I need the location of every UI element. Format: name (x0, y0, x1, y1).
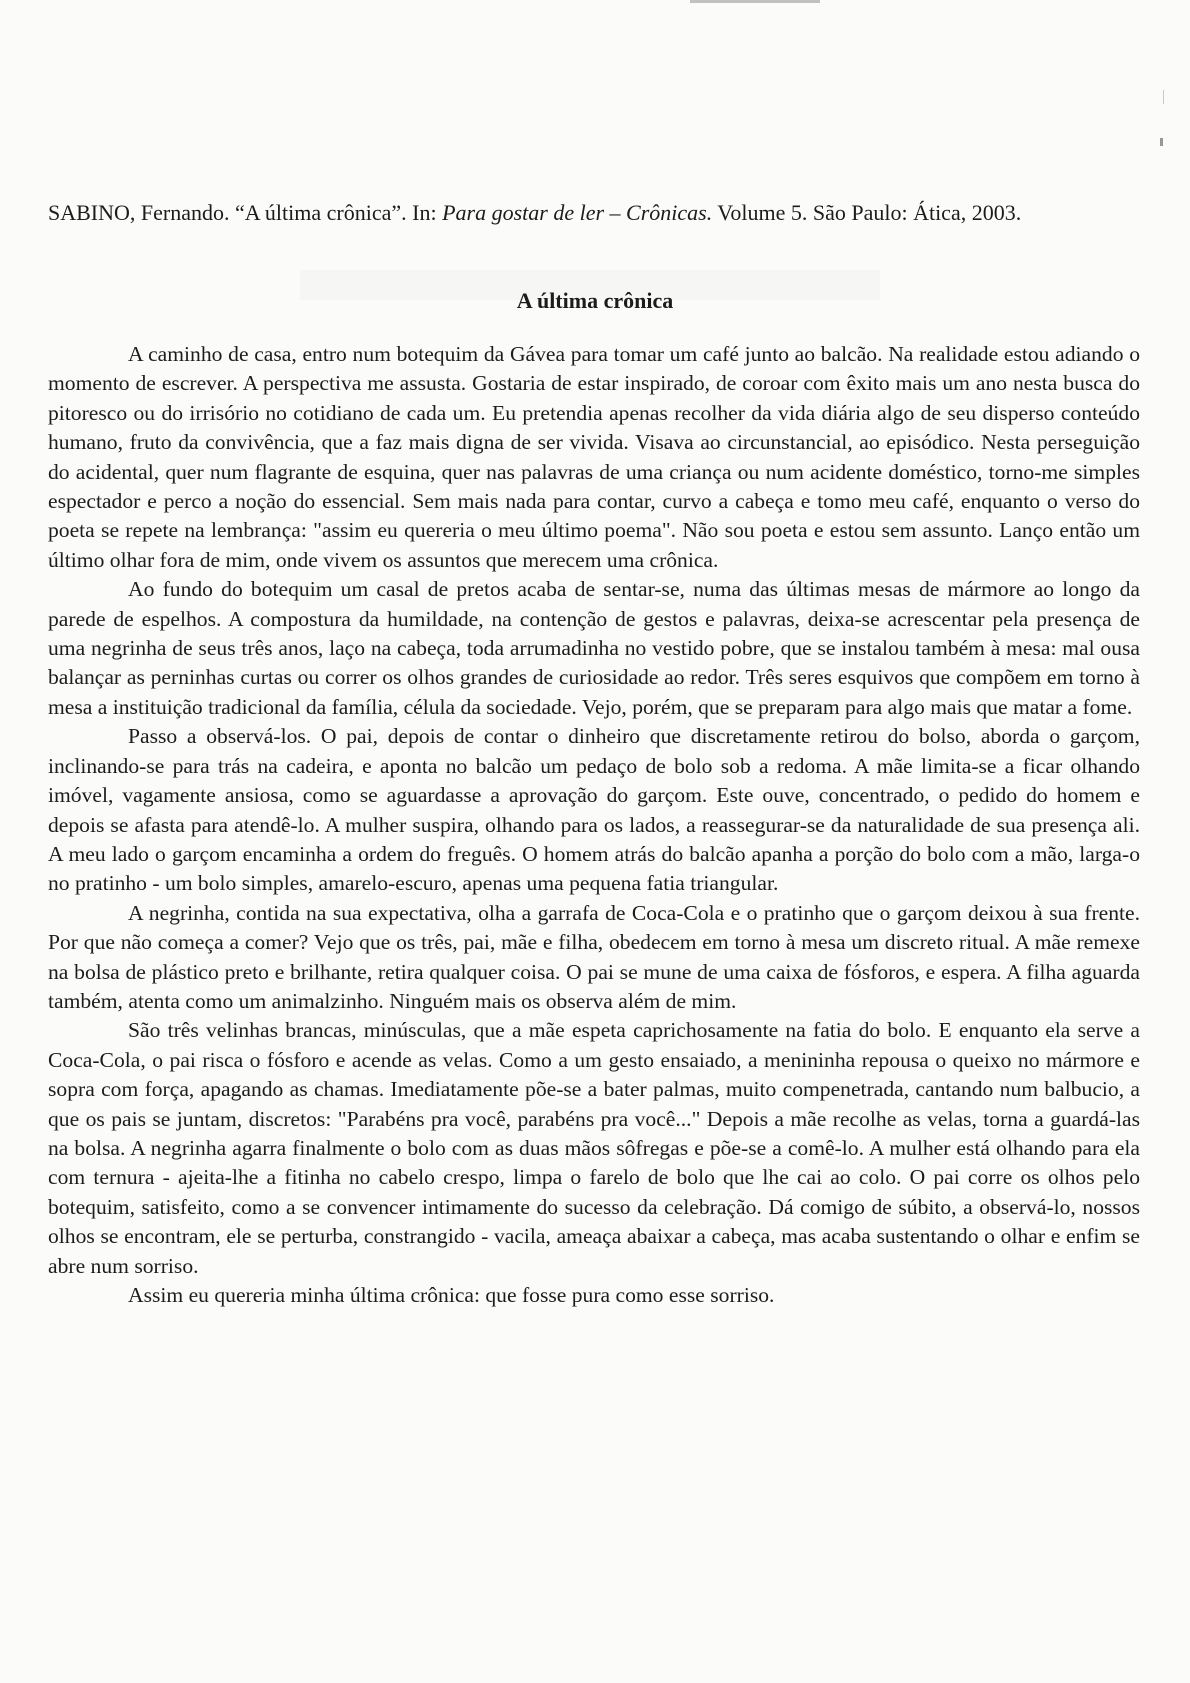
paragraph-3: Passo a observá-los. O pai, depois de contar o dinheiro que discretamente retirou do bolso, aborda o garçom, inclinando-se para trás na cadeira, e aponta no balcão um pedaço de bolo sob a redoma. A mãe limita-se a ficar olhando imóvel, vagamente ansiosa, como se aguardasse a aprovação do garçom. Este ouve, concentrado, o pedido do homem e depois se afasta para atendê-lo. A mulher suspira, olhando para os lados, a reassegurar-se da naturalidade de sua presença ali. A meu lado o garçom encaminha a ordem do freguês. O homem atrás do balcão apanha a porção do bolo com a mão, larga-o no pratinho - um bolo simples, amarelo-escuro, apenas uma pequena fatia triangular. (48, 724, 1140, 896)
chronicle-title: A última crônica (516, 288, 674, 313)
reference-book-title: Para gostar de ler – Crônicas. (442, 200, 713, 225)
scan-mark-top (690, 0, 820, 3)
paragraph-6: Assim eu quereria minha última crônica: que fosse pura como esse sorriso. (128, 1283, 775, 1307)
bibliographic-reference (48, 197, 1140, 229)
reference-author: SABINO, Fernando. “A última crônica”. In: (48, 200, 443, 225)
paragraph-5: São três velinhas brancas, minúsculas, que a mãe espeta caprichosamente na fatia do bolo. E enquanto ela serve a Coca-Cola, o pai risca o fósforo e acende as velas. Como a um gesto ensaiado, a menininha repousa o queixo no mármore e sopra com força, apagando as chamas. Imediatamente põe-se a bater palmas, muito compenetrada, cantando num balbucio, a que os pais se juntam, discretos: "Parabéns pra você, parabéns pra você..." Depois a mãe recolhe as velas, torna a guardá-las na bolsa. A negrinha agarra finalmente o bolo com as duas mãos sôfregas e põe-se a comê-lo. A mulher está olhando para ela com ternura - ajeita-lhe a fitinha no cabelo crespo, limpa o farelo de bolo que lhe cai ao colo. O pai corre os olhos pelo botequim, satisfeito, como a se convencer intimamente do sucesso da celebração. Dá comigo de súbito, a observá-lo, nossos olhos se encontram, ele se perturba, constrangido - vacila, ameaça abaixar a cabeça, mas acaba sustentando o olhar e enfim se abre num sorriso. (48, 1018, 1140, 1278)
paragraph-1: A caminho de casa, entro num botequim da Gávea para tomar um café junto ao balcão. Na realidade estou adiando o momento de escrever. A perspectiva me assusta. Gostaria de estar inspirado, de coroar com êxito mais um ano nesta busca do pitoresco ou do irrisório no cotidiano de cada um. Eu pretendia apenas recolher da vida diária algo de seu disperso conteúdo humano, fruto da convivência, que a faz mais digna de ser vivida. Visava ao circunstancial, ao episódico. Nesta perseguição do acidental, quer num flagrante de esquina, quer nas palavras de uma criança ou num acidente doméstico, torno-me simples espectador e perco a noção do essencial. Sem mais nada para contar, curvo a cabeça e tomo meu café, enquanto o verso do poeta se repete na lembrança: "assim eu quereria o meu último poema". Não sou poeta e estou sem assunto. Lanço então um último olhar fora de mim, onde vivem os assuntos que merecem uma crônica. (48, 342, 1140, 572)
scan-mark-right-2 (1163, 90, 1164, 104)
scan-mark-right (1160, 138, 1163, 146)
paragraph-2: Ao fundo do botequim um casal de pretos acaba de sentar-se, numa das últimas mesas de mármore ao longo da parede de espelhos. A compostura da humildade, na contenção de gestos e palavras, deixa-se acrescentar pela presença de uma negrinha de seus três anos, laço na cabeça, toda arrumadinha no vestido pobre, que se instalou também à mesa: mal ousa balançar as perninhas curtas ou correr os olhos grandes de curiosidade ao redor. Três seres esquivos que compõem em torno à mesa a instituição tradicional da família, célula da sociedade. Vejo, porém, que se preparam para algo mais que matar a fome. (48, 577, 1140, 719)
chronicle-body (48, 340, 1140, 1310)
reference-publication: Volume 5. São Paulo: Ática, 2003. (712, 200, 1022, 225)
paragraph-4: A negrinha, contida na sua expectativa, olha a garrafa de Coca-Cola e o pratinho que o garçom deixou à sua frente. Por que não começa a comer? Vejo que os três, pai, mãe e filha, obedecem em torno à mesa um discreto ritual. A mãe remexe na bolsa de plástico preto e brilhante, retira qualquer coisa. O pai se mune de uma caixa de fósforos, e espera. A filha aguarda também, atenta como um animalzinho. Ninguém mais os observa além de mim. (48, 900, 1140, 1013)
